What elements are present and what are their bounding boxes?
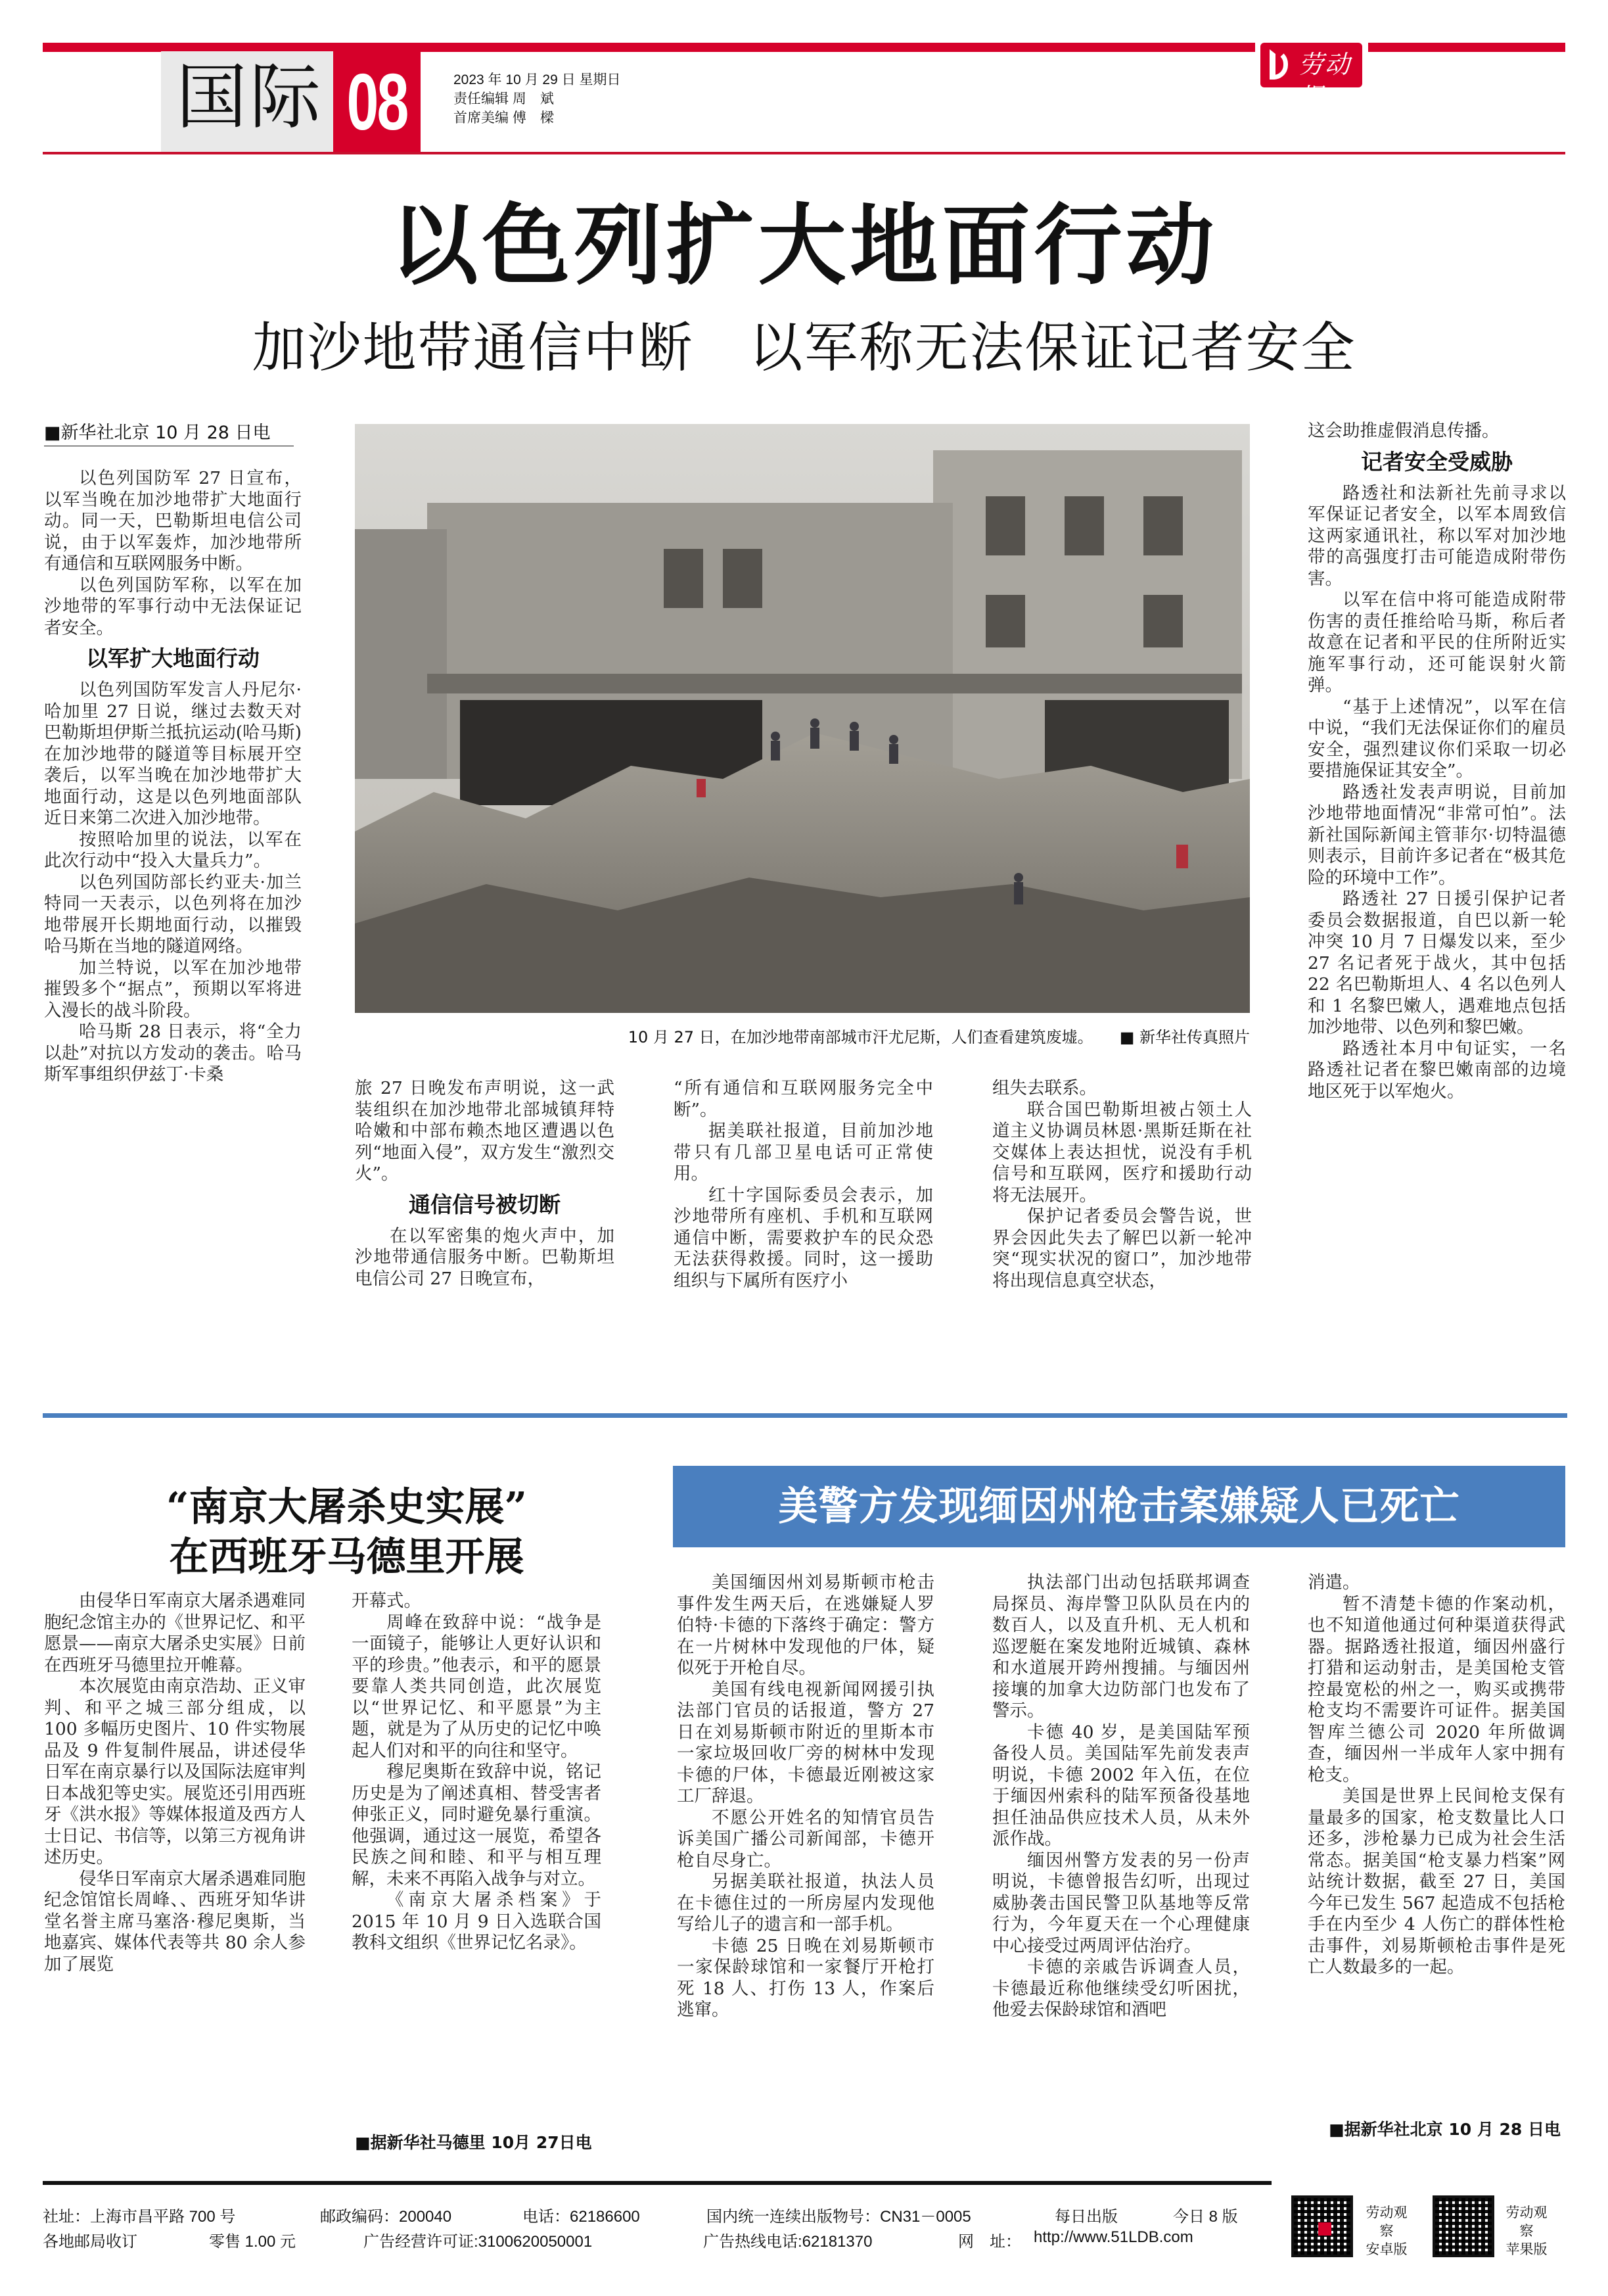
section-name: 国际 xyxy=(176,57,324,139)
paragraph: 侵华日军南京大屠杀遇难同胞纪念馆馆长周峰、、西班牙知华讲堂名誉主席马塞洛·穆尼奥斯，当地嘉宾、媒体代表等共 80 余人参加了展览 xyxy=(44,1868,306,1975)
paragraph: 哈马斯 28 日表示，将“全力以赴”对抗以方发动的袭击。哈马斯军事组织伊兹丁·卡桑 xyxy=(44,1021,302,1085)
paragraph: “基于上述情况”，以军在信中说，“我们无法保证你们的雇员安全，强烈建议你们采取一切必要措施保证其安全”。 xyxy=(1308,696,1566,781)
paragraph: 以色列国防军发言人丹尼尔·哈加里 27 日说，继过去数天对巴勒斯坦伊斯兰抵抗运动(哈马斯)在加沙地带的隧道等目标展开空袭后，以军当晚在加沙地带扩大地面行动，这是以色列地面部队近日来第二次进入加沙地带。 xyxy=(44,680,302,828)
news-photo-rubble[interactable] xyxy=(355,424,1250,1013)
paragraph: 暂不清楚卡德的作案动机，也不知道他通过何种渠道获得武器。据路透社报道，缅因州盛行打猎和运动射击，是美国枪支管控最宽松的州之一，购买或携带枪支均不需要许可证件。据美国智库兰德公司 2020 年所做调查，缅因州一半成年人家中拥有枪支。 xyxy=(1308,1593,1565,1785)
caption-text: 10 月 27 日，在加沙地带南部城市汗尤尼斯，人们查看建筑废墟。 xyxy=(628,1028,1093,1046)
dateline: ■新华社北京 10 月 28 日电 xyxy=(44,418,294,446)
paragraph: 美国有线电视新闻网援引执法部门官员的话报道，警方 27 日在刘易斯顿市附近的里斯本市一家垃圾回收厂旁的树林中发现卡德的尸体，卡德最近刚被这家工厂辞退。 xyxy=(677,1679,934,1806)
footer-subscribe: 各地邮局收订 xyxy=(43,2233,137,2251)
nanjing-source: ■据新华社马德里 10月 27日电 xyxy=(355,2133,592,2152)
paragraph: 以色列国防军 27 日宣布，以军当晚在加沙地带扩大地面行动。同一天，巴勒斯坦电信公司说，由于以军轰炸，加沙地带所有通信和互联网服务中断。 xyxy=(44,468,302,574)
footer-pages: 今日 8 版 xyxy=(1173,2208,1238,2226)
qr-code-android-icon[interactable] xyxy=(1291,2195,1353,2257)
footer-website-link[interactable]: http://www.51LDB.com xyxy=(1034,2228,1193,2246)
section-divider xyxy=(43,1413,1567,1418)
nanjing-headline-line-2: 在西班牙马德里开展 xyxy=(169,1534,524,1580)
masthead-red-bar-right xyxy=(1368,43,1565,52)
paragraph: 周峰在致辞中说：“战争是一面镜子，能够让人更好认识和平的珍贵。”他表示，和平的愿景要靠人类共同创造，此次展览以“世界记忆、和平愿景”为主题，就是为了从历史的记忆中唤起人们对和平的向往和坚守。 xyxy=(352,1612,601,1761)
qr-code-ios-icon[interactable] xyxy=(1433,2195,1494,2257)
newspaper-logo[interactable] xyxy=(1260,43,1362,112)
paragraph: 美国是世界上民间枪支保有量最多的国家，枪支数量比人口还多，涉枪暴力已成为社会生活常态。据美国“枪支暴力档案”网站统计数据，截至 27 日，美国今年已发生 567 起造成不包括枪手在内至少 4 人伤亡的群体性枪击事件，刘易斯顿枪击事件是死亡人数最多的一起。 xyxy=(1308,1786,1565,1977)
paragraph: 《南京大屠杀档案》于 2015 年 10 月 9 日入选联合国教科文组织《世界记忆名录》。 xyxy=(352,1890,601,1953)
main-subheadline: 加沙地带通信中断 以军称无法保证记者安全 xyxy=(252,317,1356,379)
footer-serial-number: 国内统一连续出版物号：CN31－0005 xyxy=(706,2208,971,2226)
paragraph: 以色列国防军称，以军在加沙地带的军事行动中无法保证记者安全。 xyxy=(44,574,302,638)
paragraph: 保护记者委员会警告说，世界会因此失去了解巴以新一轮冲突“现实状况的窗口”，加沙地带将出现信息真空状态， xyxy=(992,1206,1252,1291)
footer-daily: 每日出版 xyxy=(1055,2208,1118,2226)
paragraph: 路透社 27 日援引保护记者委员会数据报道，自巴以新一轮冲突 10 月 7 日爆发以来，至少 27 名记者死于战火，其中包括 22 名巴勒斯坦人、4 名以色列人和 1 名黎巴嫩人，遇难地点包括加沙地带、以色列和黎巴嫩。 xyxy=(1308,889,1566,1037)
paragraph: 路透社本月中旬证实，一名路透社记者在黎巴嫩南部的边境地区死于以军炮火。 xyxy=(1308,1038,1566,1102)
paragraph: 卡德 25 日晚在刘易斯顿市一家保龄球馆和一家餐厅开枪打死 18 人、打伤 13 人，作案后逃窜。 xyxy=(677,1935,934,2020)
qr-android-label xyxy=(1360,2204,1413,2259)
footer-price: 零售 1.00 元 xyxy=(209,2233,296,2251)
art-editor: 首席美编 傅 樑 xyxy=(453,110,554,126)
footer-ad-license: 广告经营许可证:3100620050001 xyxy=(363,2233,593,2251)
page-number: 08 xyxy=(346,57,407,147)
article-column-4 xyxy=(992,1078,1252,1292)
article-column-3 xyxy=(674,1078,933,1292)
paragraph: 穆尼奥斯在致辞中说，铭记历史是为了阐述真相、替受害者伸张正义，同时避免暴行重演。他强调，通过这一展览，希望各民族之间和睦、和平与相互理解，未来不再陷入战争与对立。 xyxy=(352,1762,601,1889)
paragraph: 卡德的亲戚告诉调查人员，卡德最近称他继续受幻听困扰，他爱去保龄球馆和酒吧 xyxy=(992,1957,1250,2020)
article-column-5 xyxy=(1308,421,1566,1102)
issue-date: 2023 年 10 月 29 日 星期日 xyxy=(453,72,621,87)
main-headline: 以色列扩大地面行动 xyxy=(390,193,1218,297)
qr-ios-label xyxy=(1500,2204,1553,2259)
paragraph: 以色列国防部长约亚夫·加兰特同一天表示，以色列将在加沙地带展开长期地面行动，以摧毁哈马斯在当地的隧道网络。 xyxy=(44,872,302,956)
qr-logo-icon xyxy=(1318,2222,1331,2236)
logo-mark-icon xyxy=(1270,49,1288,80)
nanjing-headline xyxy=(43,1482,651,1582)
paragraph: 消遣。 xyxy=(1308,1572,1360,1593)
qr-ios-label-line-2: 苹果版 xyxy=(1505,2242,1548,2257)
paragraph: 在以军密集的炮火声中，加沙地带通信服务中断。巴勒斯坦电信公司 27 日晚宣布， xyxy=(355,1225,614,1289)
maine-column-2 xyxy=(992,1572,1250,2021)
paragraph: 据美联社报道，目前加沙地带只有几部卫星电话可正常使用。 xyxy=(674,1121,933,1184)
article-column-2 xyxy=(355,1078,614,1290)
paragraph: 路透社发表声明说，目前加沙地带地面情况“非常可怕”。法新社国际新闻主管菲尔·切特温德则表示，目前许多记者在“极其危险的环境中工作”。 xyxy=(1308,782,1566,888)
paragraph: 卡德 40 岁，是美国陆军预备役人员。美国陆军先前发表声明说，卡德 2002 年入伍，在位于缅因州索科的陆军预备役基地担任油品供应技术人员，从未外派作战。 xyxy=(992,1722,1250,1849)
nanjing-column-2 xyxy=(352,1591,601,1954)
logo-text: 劳动报 xyxy=(1298,50,1352,112)
nanjing-headline-line-1: “南京大屠杀史实展” xyxy=(166,1484,528,1530)
paragraph: 路透社和法新社先前寻求以军保证记者安全，以军本周致信这两家通讯社，称以军对加沙地带的高强度打击可能造成附带伤害。 xyxy=(1308,482,1566,589)
paragraph: “所有通信和互联网服务完全中断”。 xyxy=(674,1078,933,1120)
paragraph: 缅因州警方发表的另一份声明说，卡德曾报告幻听，出现过威胁袭击国民警卫队基地等反常行为，今年夏天在一个心理健康中心接受过两周评估治疗。 xyxy=(992,1850,1250,1956)
paragraph: 美国缅因州刘易斯顿市枪击事件发生两天后，在逃嫌疑人罗伯特·卡德的下落终于确定：警方在一片树林中发现他的尸体，疑似死于开枪自尽。 xyxy=(677,1572,934,1678)
subheading: 以军扩大地面行动 xyxy=(86,645,260,671)
paragraph: 联合国巴勒斯坦被占领土人道主义协调员林恩·黑斯廷斯在社交媒体上表达担忧，说没有手机信号和互联网，医疗和援助行动将无法展开。 xyxy=(992,1099,1252,1206)
footer-postcode: 邮政编码：200040 xyxy=(320,2208,452,2226)
qr-android-label-line-1: 劳动观察 xyxy=(1366,2205,1408,2239)
footer-address: 社址：上海市昌平路 700 号 xyxy=(43,2208,236,2226)
paragraph: 由侵华日军南京大屠杀遇难同胞纪念馆主办的《世界记忆、和平愿景——南京大屠杀史实展》日前在西班牙马德里拉开帷幕。 xyxy=(44,1591,306,1675)
paragraph: 本次展览由南京浩劫、正义审判、和平之城三部分组成，以 100 多幅历史图片、10 件实物展品及 9 件复制件展品，讲述侵华日军在南京暴行以及国际法庭审判日本战犯等史实。展览还引用西班牙《洪水报》等媒体报道及西方人士日记、书信等，以第三方视角讲述历史。 xyxy=(44,1676,306,1867)
maine-source: ■据新华社北京 10 月 28 日电 xyxy=(1329,2120,1561,2139)
paragraph: 加兰特说，以军在加沙地带摧毁多个“据点”，预期以军将进入漫长的战斗阶段。 xyxy=(44,957,302,1021)
paragraph: 以军在信中将可能造成附带伤害的责任推给哈马斯，称后者故意在记者和平民的住所附近实施军事行动，还可能误射火箭弹。 xyxy=(1308,590,1566,695)
photo-caption xyxy=(355,1024,1250,1047)
paragraph: 按照哈加里的说法，以军在此次行动中“投入大量兵力”。 xyxy=(44,829,302,871)
subheading: 记者安全受威胁 xyxy=(1361,448,1513,475)
maine-column-3 xyxy=(1308,1572,1565,1979)
paragraph: 这会助推虚假消息传播。 xyxy=(1308,421,1500,441)
maine-column-1 xyxy=(677,1572,934,2021)
footer-rule xyxy=(43,2181,1272,2185)
paragraph: 不愿公开姓名的知情官员告诉美国广播公司新闻部，卡德开枪自尽身亡。 xyxy=(677,1807,934,1871)
paragraph: 红十字国际委员会表示，加沙地带所有座机、手机和互联网通信中断，需要救护车的民众恐无法获得救援。同时，这一援助组织与下属所有医疗小 xyxy=(674,1184,933,1291)
masthead-red-bar-left xyxy=(43,43,1255,52)
paragraph: 另据美联社报道，执法人员在卡德住过的一所房屋内发现他写给儿子的遗言和一部手机。 xyxy=(677,1871,934,1934)
maine-headline: 美警方发现缅因州枪击案嫌疑人已死亡 xyxy=(778,1484,1460,1530)
responsible-editor: 责任编辑 周 斌 xyxy=(453,91,554,106)
footer-ad-hotline: 广告热线电话:62181370 xyxy=(703,2233,873,2251)
article-column-1 xyxy=(44,468,302,1086)
nanjing-column-1 xyxy=(44,1591,306,1975)
footer-website-label: 网 址： xyxy=(958,2233,1021,2251)
paragraph: 组失去联系。 xyxy=(992,1078,1097,1098)
paragraph: 执法部门出动包括联邦调查局探员、海岸警卫队队员在内的数百人，以及直升机、无人机和巡逻艇在案发地附近城镇、森林和水道展开跨州搜捕。与缅因州接壤的加拿大边防部门也发布了警示。 xyxy=(992,1572,1250,1721)
subheading: 通信信号被切断 xyxy=(409,1191,561,1217)
paragraph: 开幕式。 xyxy=(352,1591,421,1611)
masthead-bottom-rule xyxy=(43,152,1565,154)
paragraph: 旅 27 日晚发布声明说，这一武装组织在加沙地带北部城镇拜特哈嫩和中部布赖杰地区遭遇以色列“地面入侵”，双方发生“激烈交火”。 xyxy=(355,1078,614,1184)
qr-ios-label-line-1: 劳动观察 xyxy=(1505,2205,1548,2239)
photo-credit: ■ 新华社传真照片 xyxy=(1119,1028,1250,1046)
photo-illustration xyxy=(355,424,1250,1013)
qr-android-label-line-2: 安卓版 xyxy=(1366,2242,1408,2257)
footer-phone: 电话：62186600 xyxy=(522,2208,640,2226)
